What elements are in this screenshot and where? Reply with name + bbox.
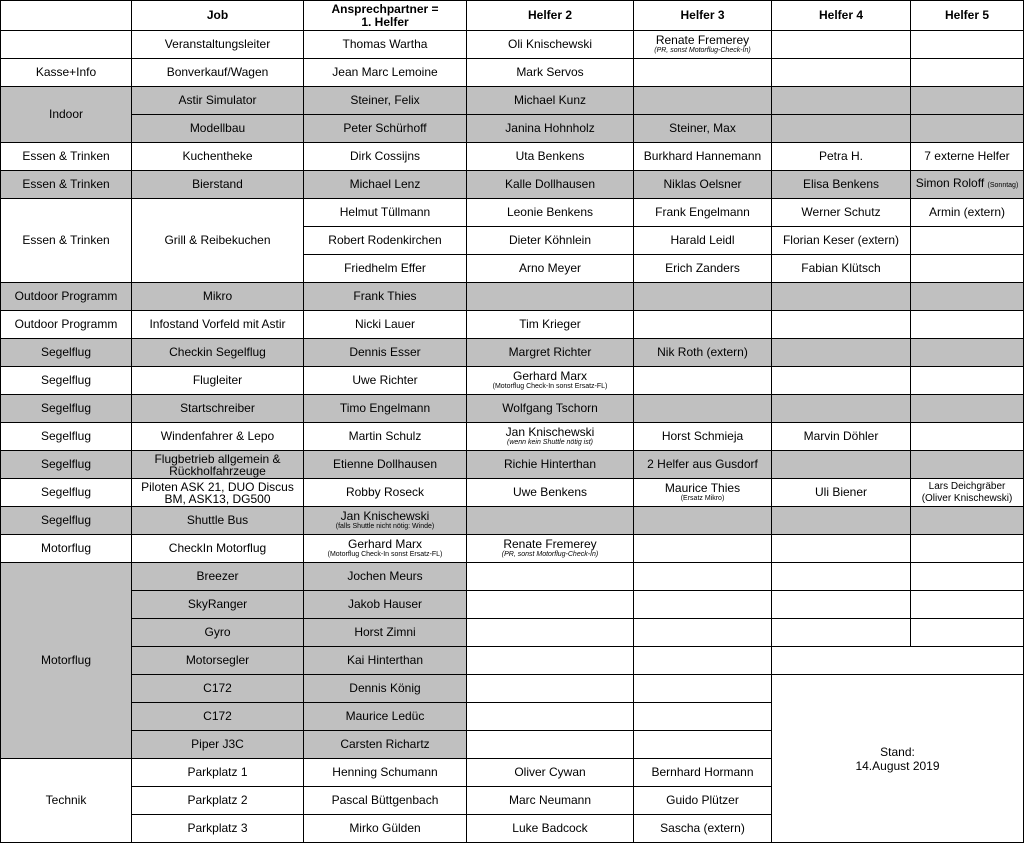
helfer4-cell: Florian Keser (extern) <box>772 227 911 255</box>
header-job: Job <box>132 1 304 31</box>
helfer2-cell: Janina Hohnholz <box>467 115 634 143</box>
table-row <box>1 507 1024 535</box>
table-row <box>1 675 1024 703</box>
job-cell: Modellbau <box>132 115 304 143</box>
table-row <box>1 115 1024 143</box>
table-row <box>1 87 1024 115</box>
job-line1: Piloten ASK 21, DUO Discus <box>141 479 294 494</box>
helfer3-cell <box>634 311 772 339</box>
area-cell: Motorflug <box>1 535 132 563</box>
helfer2-cell <box>467 675 634 703</box>
job-cell: Motorsegler <box>132 647 304 675</box>
job-cell <box>132 451 304 479</box>
helfer1-note: (falls Shuttle nicht nötig: Winde) <box>335 523 435 530</box>
area-cell: Segelflug <box>1 423 132 451</box>
helfer2-cell <box>467 731 634 759</box>
helfer1-cell: Dennis König <box>304 675 467 703</box>
header-row <box>1 1 1024 31</box>
job-cell: Grill & Reibekuchen <box>132 199 304 283</box>
helfer4-cell: Fabian Klütsch <box>772 255 911 283</box>
table-row <box>1 339 1024 367</box>
helfer3-cell <box>634 591 772 619</box>
helfer5-cell <box>911 367 1024 395</box>
helfer5-cell <box>911 535 1024 563</box>
job-line2: BM, ASK13, DG500 <box>164 491 271 506</box>
helfer3-cell: Harald Leidl <box>634 227 772 255</box>
helfer2-cell <box>467 367 634 395</box>
job-cell: Bonverkauf/Wagen <box>132 59 304 87</box>
helfer1-cell: Steiner, Felix <box>304 87 467 115</box>
table-row <box>1 283 1024 311</box>
helfer45-cell <box>772 647 1024 675</box>
helfer5-name: Simon Roloff <box>915 176 985 190</box>
helfer3-name: Maurice Thies <box>664 481 741 495</box>
helfer4-cell <box>772 59 911 87</box>
helfer3-cell <box>634 87 772 115</box>
helfer1-cell: Etienne Dollhausen <box>304 451 467 479</box>
helfer1-cell: Thomas Wartha <box>304 31 467 59</box>
job-cell: CheckIn Motorflug <box>132 535 304 563</box>
helfer3-cell: Bernhard Hormann <box>634 759 772 787</box>
helfer2-cell: Leonie Benkens <box>467 199 634 227</box>
helfer2-cell: Wolfgang Tschorn <box>467 395 634 423</box>
helfer5-cell <box>911 423 1024 451</box>
helfer2-name: Jan Knischewski <box>505 425 595 439</box>
helfer1-cell: Jakob Hauser <box>304 591 467 619</box>
area-cell <box>1 31 132 59</box>
helfer3-cell: Sascha (extern) <box>634 815 772 843</box>
helfer3-cell <box>634 59 772 87</box>
helfer4-cell: Werner Schutz <box>772 199 911 227</box>
helfer2-cell <box>467 619 634 647</box>
area-cell: Segelflug <box>1 339 132 367</box>
helfer1-cell: Horst Zimni <box>304 619 467 647</box>
table-row <box>1 59 1024 87</box>
helfer5-cell <box>911 31 1024 59</box>
helfer5-line2: (Oliver Knischewski) <box>921 492 1013 504</box>
table-row <box>1 311 1024 339</box>
helfer5-cell <box>911 171 1024 199</box>
helfer1-cell: Timo Engelmann <box>304 395 467 423</box>
helfer2-cell <box>467 535 634 563</box>
helfer1-note: (Motorflug Check-In sonst Ersatz-FL) <box>327 551 443 558</box>
helfer4-cell <box>772 367 911 395</box>
area-cell: Motorflug <box>1 563 132 759</box>
helfer1-cell: Robert Rodenkirchen <box>304 227 467 255</box>
helfer3-note: (Ersatz Mikro) <box>680 495 725 502</box>
helfer2-cell: Mark Servos <box>467 59 634 87</box>
helfer3-cell: Guido Plützer <box>634 787 772 815</box>
helfer4-cell: Petra H. <box>772 143 911 171</box>
table-row <box>1 199 1024 227</box>
helfer2-name: Renate Fremerey <box>503 537 597 551</box>
helfer1-cell: Friedhelm Effer <box>304 255 467 283</box>
helfer1-cell: Carsten Richartz <box>304 731 467 759</box>
helfer5-cell <box>911 59 1024 87</box>
helfer4-cell <box>772 507 911 535</box>
helfer4-cell: Elisa Benkens <box>772 171 911 199</box>
area-cell: Kasse+Info <box>1 59 132 87</box>
helfer1-cell: Dennis Esser <box>304 339 467 367</box>
helfer5-note: (Sonntag) <box>987 182 1019 189</box>
helfer5-cell <box>911 479 1024 507</box>
area-cell: Segelflug <box>1 507 132 535</box>
helfer5-cell <box>911 115 1024 143</box>
job-cell: Bierstand <box>132 171 304 199</box>
helfer5-cell <box>911 87 1024 115</box>
job-cell: Kuchentheke <box>132 143 304 171</box>
helfer4-cell <box>772 619 911 647</box>
helfer4-cell <box>772 451 911 479</box>
stand-label: Stand: <box>880 744 915 759</box>
helfer4-cell <box>772 311 911 339</box>
job-cell <box>132 479 304 507</box>
helfer5-cell <box>911 619 1024 647</box>
helfer3-cell <box>634 675 772 703</box>
table-row <box>1 395 1024 423</box>
helfer5-cell <box>911 339 1024 367</box>
header-h1-line2: 1. Helfer <box>361 14 409 29</box>
table-row <box>1 451 1024 479</box>
job-cell: Astir Simulator <box>132 87 304 115</box>
helfer3-name: Renate Fremerey <box>655 33 750 47</box>
helfer2-cell: Uta Benkens <box>467 143 634 171</box>
table-row <box>1 563 1024 591</box>
helfer4-cell <box>772 283 911 311</box>
helfer2-cell: Luke Badcock <box>467 815 634 843</box>
helfer2-cell <box>467 283 634 311</box>
helfer2-cell: Arno Meyer <box>467 255 634 283</box>
helfer3-cell <box>634 731 772 759</box>
area-cell: Essen & Trinken <box>1 171 132 199</box>
helfer5-cell <box>911 451 1024 479</box>
helfer5-cell <box>911 255 1024 283</box>
helfer3-cell <box>634 31 772 59</box>
helfer2-note: (Motorflug Check-In sonst Ersatz-FL) <box>492 383 608 390</box>
helfer2-note: (PR, sonst Motorflug-Check-In) <box>501 551 599 558</box>
job-cell: Parkplatz 3 <box>132 815 304 843</box>
helfer1-cell: Pascal Büttgenbach <box>304 787 467 815</box>
job-cell: Startschreiber <box>132 395 304 423</box>
helfer2-cell: Tim Krieger <box>467 311 634 339</box>
job-cell: Breezer <box>132 563 304 591</box>
job-cell: SkyRanger <box>132 591 304 619</box>
helfer5-cell: Armin (extern) <box>911 199 1024 227</box>
table-row <box>1 591 1024 619</box>
job-cell: Parkplatz 2 <box>132 787 304 815</box>
area-cell: Outdoor Programm <box>1 311 132 339</box>
helfer1-cell: Helmut Tüllmann <box>304 199 467 227</box>
helfer3-cell <box>634 367 772 395</box>
helfer3-cell <box>634 563 772 591</box>
helfer3-cell: Frank Engelmann <box>634 199 772 227</box>
table-row <box>1 31 1024 59</box>
helfer1-cell: Mirko Gülden <box>304 815 467 843</box>
job-cell: Piper J3C <box>132 731 304 759</box>
helfer5-cell <box>911 227 1024 255</box>
area-cell: Outdoor Programm <box>1 283 132 311</box>
helfer2-cell: Uwe Benkens <box>467 479 634 507</box>
table-row <box>1 647 1024 675</box>
helfer3-cell: Steiner, Max <box>634 115 772 143</box>
stand-cell <box>772 675 1024 843</box>
area-cell: Segelflug <box>1 395 132 423</box>
job-cell: Mikro <box>132 283 304 311</box>
helfer3-cell <box>634 479 772 507</box>
helfer3-cell: Nik Roth (extern) <box>634 339 772 367</box>
helfer4-cell <box>772 563 911 591</box>
helfer3-cell <box>634 507 772 535</box>
header-helfer-5: Helfer 5 <box>911 1 1024 31</box>
area-cell: Technik <box>1 759 132 843</box>
helfer2-cell <box>467 647 634 675</box>
area-cell: Segelflug <box>1 451 132 479</box>
helfer1-name: Gerhard Marx <box>347 537 423 551</box>
helfer4-cell <box>772 87 911 115</box>
helfer2-cell: Oliver Cywan <box>467 759 634 787</box>
job-cell: Gyro <box>132 619 304 647</box>
helfer4-cell: Marvin Döhler <box>772 423 911 451</box>
helfer2-note: (wenn kein Shuttle nötig ist) <box>507 439 593 446</box>
helfer3-cell <box>634 619 772 647</box>
helfer1-cell <box>304 507 467 535</box>
helfer5-cell <box>911 311 1024 339</box>
helfer1-cell: Dirk Cossijns <box>304 143 467 171</box>
helfer1-cell <box>304 535 467 563</box>
helfer4-cell: Uli Biener <box>772 479 911 507</box>
table-row <box>1 171 1024 199</box>
header-area <box>1 1 132 31</box>
header-h1-line1: Ansprechpartner = <box>331 1 439 16</box>
helfer1-cell: Jean Marc Lemoine <box>304 59 467 87</box>
helfer2-cell: Michael Kunz <box>467 87 634 115</box>
job-cell: Flugleiter <box>132 367 304 395</box>
helfer1-cell: Frank Thies <box>304 283 467 311</box>
helfer2-cell <box>467 507 634 535</box>
helfer2-name: Gerhard Marx <box>512 369 588 383</box>
helfer1-name: Jan Knischewski <box>340 509 430 523</box>
area-cell: Essen & Trinken <box>1 199 132 283</box>
helfer5-line1: Lars Deichgräber <box>928 480 1006 492</box>
helfer3-cell <box>634 395 772 423</box>
helfer5-cell: 7 externe Helfer <box>911 143 1024 171</box>
table-row <box>1 423 1024 451</box>
helfer4-cell <box>772 31 911 59</box>
helfer1-cell: Maurice Ledüc <box>304 703 467 731</box>
job-cell: C172 <box>132 703 304 731</box>
job-cell: C172 <box>132 675 304 703</box>
table-row <box>1 535 1024 563</box>
helfer3-cell <box>634 703 772 731</box>
helfer3-cell <box>634 283 772 311</box>
helfer3-cell: Erich Zanders <box>634 255 772 283</box>
area-cell: Segelflug <box>1 367 132 395</box>
header-helfer-3: Helfer 3 <box>634 1 772 31</box>
helfer5-cell <box>911 283 1024 311</box>
helfer1-cell: Kai Hinterthan <box>304 647 467 675</box>
helfer3-note: (PR, sonst Motorflug-Check-In) <box>654 47 751 54</box>
table-row <box>1 367 1024 395</box>
helfer5-cell <box>911 591 1024 619</box>
helfer2-cell: Dieter Köhnlein <box>467 227 634 255</box>
helfer3-cell: Niklas Oelsner <box>634 171 772 199</box>
header-helfer-1 <box>304 1 467 31</box>
helfer1-cell: Henning Schumann <box>304 759 467 787</box>
helfer4-cell <box>772 115 911 143</box>
job-cell: Veranstaltungsleiter <box>132 31 304 59</box>
job-cell: Parkplatz 1 <box>132 759 304 787</box>
helfer5-cell <box>911 563 1024 591</box>
job-line1: Flugbetrieb allgemein & <box>154 451 281 466</box>
stand-date: 14.August 2019 <box>855 758 940 773</box>
helfer2-cell: Marc Neumann <box>467 787 634 815</box>
helfer1-cell: Peter Schürhoff <box>304 115 467 143</box>
header-helfer-2: Helfer 2 <box>467 1 634 31</box>
table-row <box>1 619 1024 647</box>
area-cell: Segelflug <box>1 479 132 507</box>
job-cell: Shuttle Bus <box>132 507 304 535</box>
job-cell: Windenfahrer & Lepo <box>132 423 304 451</box>
helfer1-cell: Uwe Richter <box>304 367 467 395</box>
helfer3-cell: Burkhard Hannemann <box>634 143 772 171</box>
helfer3-cell: 2 Helfer aus Gusdorf <box>634 451 772 479</box>
helfer2-cell <box>467 563 634 591</box>
helfer2-cell: Kalle Dollhausen <box>467 171 634 199</box>
area-cell: Essen & Trinken <box>1 143 132 171</box>
helfer4-cell <box>772 535 911 563</box>
job-cell: Infostand Vorfeld mit Astir <box>132 311 304 339</box>
job-cell: Checkin Segelflug <box>132 339 304 367</box>
helfer3-cell: Horst Schmieja <box>634 423 772 451</box>
helfer1-cell: Robby Roseck <box>304 479 467 507</box>
helfer4-cell <box>772 339 911 367</box>
helfer3-cell <box>634 535 772 563</box>
header-helfer-4: Helfer 4 <box>772 1 911 31</box>
helfer5-cell <box>911 507 1024 535</box>
helfer1-cell: Michael Lenz <box>304 171 467 199</box>
helfer1-cell: Jochen Meurs <box>304 563 467 591</box>
helfer3-cell <box>634 647 772 675</box>
helfer4-cell <box>772 395 911 423</box>
table-row <box>1 479 1024 507</box>
helfer2-cell <box>467 423 634 451</box>
helfer1-cell: Martin Schulz <box>304 423 467 451</box>
table-row <box>1 143 1024 171</box>
helfer2-cell <box>467 591 634 619</box>
helfer4-cell <box>772 591 911 619</box>
helfer2-cell: Richie Hinterthan <box>467 451 634 479</box>
job-line2: Rückholfahrzeuge <box>169 463 266 478</box>
area-cell: Indoor <box>1 87 132 143</box>
helfer2-cell <box>467 703 634 731</box>
helfer1-cell: Nicki Lauer <box>304 311 467 339</box>
helfer2-cell: Oli Knischewski <box>467 31 634 59</box>
helfer5-cell <box>911 395 1024 423</box>
helfer2-cell: Margret Richter <box>467 339 634 367</box>
